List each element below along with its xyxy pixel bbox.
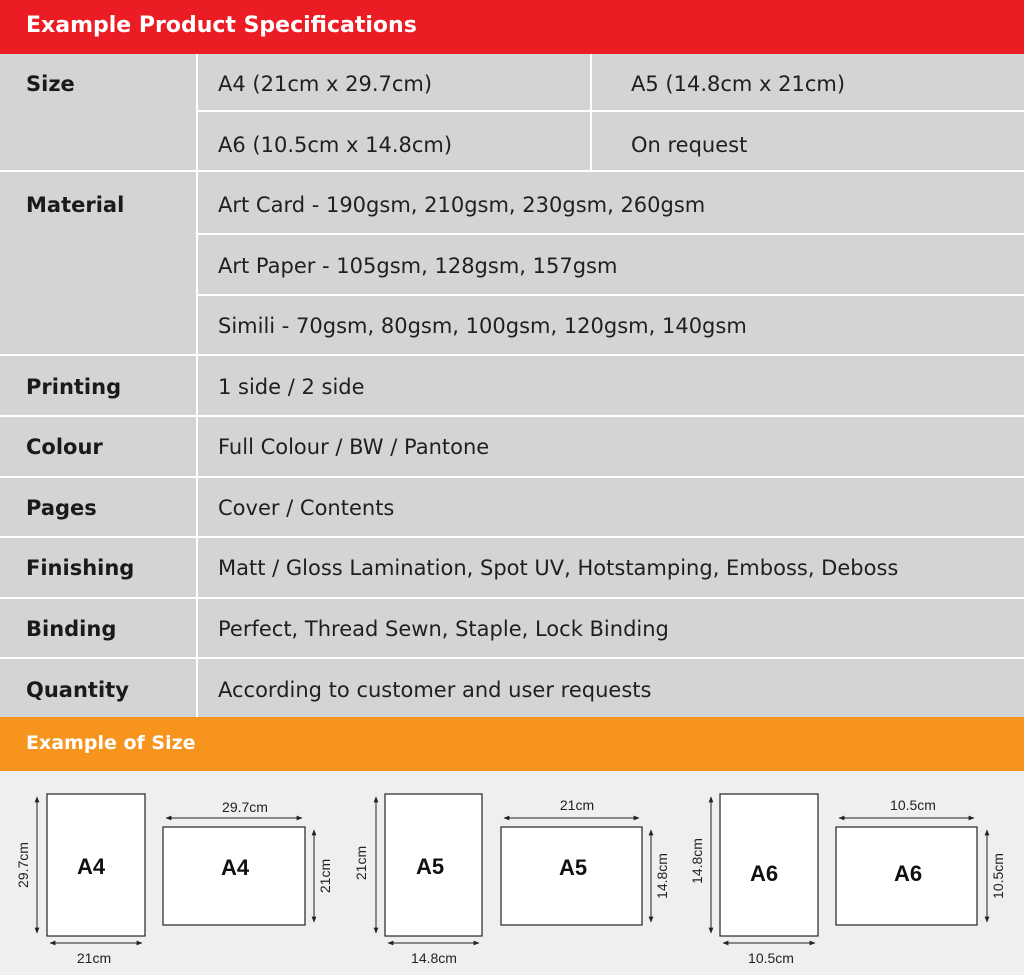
- a6-landscape-width-label: 10.5cm: [890, 797, 936, 813]
- a4-landscape-height-label: 21cm: [317, 858, 333, 894]
- a6-landscape-height-label: 10.5cm: [990, 853, 1006, 899]
- size-value-on-request: On request: [631, 133, 748, 157]
- subrow-divider: [198, 110, 1024, 112]
- size-section-header: [0, 717, 1024, 771]
- size-value-a5: A5 (14.8cm x 21cm): [631, 72, 846, 96]
- pages-value: Cover / Contents: [218, 496, 395, 520]
- specifications-title: Example Product Specifications: [26, 13, 417, 38]
- a6-portrait-height-label: 14.8cm: [689, 838, 705, 884]
- size-value-a4: A4 (21cm x 29.7cm): [218, 72, 433, 96]
- a4-portrait-height-label: 29.7cm: [15, 842, 31, 888]
- subrow-divider: [198, 233, 1024, 235]
- colour-value: Full Colour / BW / Pantone: [218, 435, 490, 459]
- printing-label: Printing: [26, 375, 122, 399]
- a5-landscape-width-label: 21cm: [559, 797, 595, 813]
- row-divider: [0, 657, 1024, 659]
- a5-portrait-width-label: 14.8cm: [411, 950, 457, 966]
- finishing-label: Finishing: [26, 556, 135, 580]
- binding-value: Perfect, Thread Sewn, Staple, Lock Binding: [218, 617, 669, 641]
- spec-table: [0, 54, 1024, 717]
- row-divider: [0, 536, 1024, 538]
- size-diagram-svg: [0, 771, 1024, 975]
- a4-landscape-label: A4: [220, 855, 250, 880]
- size-section-title: Example of Size: [26, 732, 196, 754]
- material-value-art-card: Art Card - 190gsm, 210gsm, 230gsm, 260gsm: [218, 193, 706, 217]
- size-group-a4: [15, 794, 333, 966]
- a6-landscape-label: A6: [893, 861, 923, 886]
- label-divider: [196, 54, 198, 717]
- size-group-a6: [689, 794, 1006, 966]
- size-diagrams: [0, 771, 1024, 975]
- a4-portrait-label: A4: [76, 854, 106, 879]
- size-label: Size: [26, 72, 75, 96]
- row-divider: [0, 415, 1024, 417]
- a4-landscape-width-label: 29.7cm: [222, 799, 268, 815]
- quantity-label: Quantity: [26, 678, 129, 702]
- row-divider: [0, 354, 1024, 356]
- quantity-value: According to customer and user requests: [218, 678, 652, 702]
- subrow-divider: [198, 294, 1024, 296]
- row-divider: [0, 170, 1024, 172]
- a5-landscape-height-label: 14.8cm: [654, 853, 670, 899]
- material-value-simili: Simili - 70gsm, 80gsm, 100gsm, 120gsm, 140gsm: [218, 314, 747, 338]
- size-group-a5: [353, 794, 670, 966]
- finishing-value: Matt / Gloss Lamination, Spot UV, Hotstamping, Emboss, Deboss: [218, 556, 899, 580]
- row-divider: [0, 597, 1024, 599]
- size-value-a6: A6 (10.5cm x 14.8cm): [218, 133, 453, 157]
- material-value-art-paper: Art Paper - 105gsm, 128gsm, 157gsm: [218, 254, 618, 278]
- a5-portrait-height-label: 21cm: [353, 845, 369, 881]
- a5-portrait-label: A5: [415, 854, 445, 879]
- a4-portrait-width-label: 21cm: [76, 950, 112, 966]
- row-divider: [0, 476, 1024, 478]
- specifications-header: [0, 0, 1024, 54]
- size-column-divider: [590, 54, 592, 170]
- a6-portrait-label: A6: [749, 861, 779, 886]
- pages-label: Pages: [26, 496, 97, 520]
- binding-label: Binding: [26, 617, 117, 641]
- a5-landscape-label: A5: [558, 855, 588, 880]
- printing-value: 1 side / 2 side: [218, 375, 365, 399]
- colour-label: Colour: [26, 435, 103, 459]
- a6-portrait-width-label: 10.5cm: [748, 950, 794, 966]
- material-label: Material: [26, 193, 125, 217]
